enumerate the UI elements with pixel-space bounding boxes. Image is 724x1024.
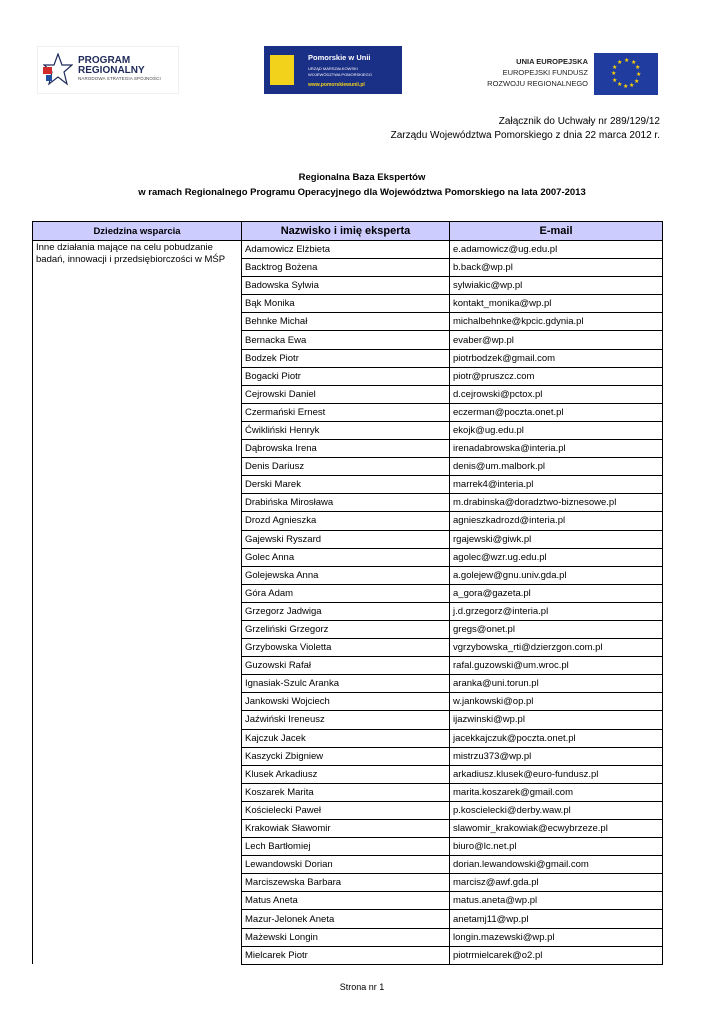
expert-name: Kajczuk Jacek bbox=[242, 729, 450, 747]
expert-email: vgrzybowska_rti@dzierzgon.com.pl bbox=[450, 639, 663, 657]
expert-email: d.cejrowski@pctox.pl bbox=[450, 385, 663, 403]
expert-email: matus.aneta@wp.pl bbox=[450, 892, 663, 910]
expert-name: Grzegorz Jadwiga bbox=[242, 602, 450, 620]
expert-email: m.drabinska@doradztwo-biznesowe.pl bbox=[450, 494, 663, 512]
logo-eu-line2: EUROPEJSKI FUNDUSZ bbox=[502, 68, 588, 77]
eu-flag-icon bbox=[594, 53, 658, 95]
expert-name: Golec Anna bbox=[242, 548, 450, 566]
expert-name: Drabińska Mirosława bbox=[242, 494, 450, 512]
logo-program-line1: PROGRAM bbox=[78, 55, 131, 66]
expert-name: Adamowicz Elżbieta bbox=[242, 241, 450, 259]
expert-email: denis@um.malbork.pl bbox=[450, 458, 663, 476]
svg-text:★: ★ bbox=[611, 70, 617, 77]
expert-name: Koszarek Marita bbox=[242, 783, 450, 801]
expert-name: Grzeliński Grzegorz bbox=[242, 620, 450, 638]
svg-text:★: ★ bbox=[634, 78, 640, 85]
expert-name: Grzybowska Violetta bbox=[242, 639, 450, 657]
page-footer: Strona nr 1 bbox=[339, 982, 385, 992]
expert-name: Backtrog Bożena bbox=[242, 259, 450, 277]
expert-email: a.golejew@gnu.univ.gda.pl bbox=[450, 566, 663, 584]
expert-email: rafal.guzowski@um.wroc.pl bbox=[450, 657, 663, 675]
expert-email: jacekkajczuk@poczta.onet.pl bbox=[450, 729, 663, 747]
expert-email: piotrmielcarek@o2.pl bbox=[450, 946, 663, 964]
expert-name: Drozd Agnieszka bbox=[242, 512, 450, 530]
logo-program-sub: NARODOWA STRATEGIA SPÓJNOŚCI bbox=[78, 76, 161, 81]
expert-name: Mielcarek Piotr bbox=[242, 946, 450, 964]
expert-name: Góra Adam bbox=[242, 584, 450, 602]
expert-email: piotrbodzek@gmail.com bbox=[450, 349, 663, 367]
expert-email: ijazwinski@wp.pl bbox=[450, 711, 663, 729]
expert-name: Bogacki Piotr bbox=[242, 367, 450, 385]
table-header-row bbox=[33, 222, 663, 241]
expert-email: longin.mazewski@wp.pl bbox=[450, 928, 663, 946]
expert-name: Jaźwiński Ireneusz bbox=[242, 711, 450, 729]
expert-email: ekojk@ug.edu.pl bbox=[450, 421, 663, 439]
experts-table bbox=[32, 221, 663, 965]
pomorskie-w-unii-logo bbox=[264, 46, 402, 94]
expert-name: Denis Dariusz bbox=[242, 458, 450, 476]
expert-name: Cejrowski Daniel bbox=[242, 385, 450, 403]
expert-name: Badowska Sylwia bbox=[242, 277, 450, 295]
expert-name: Krakowiak Sławomir bbox=[242, 820, 450, 838]
svg-text:★: ★ bbox=[629, 82, 635, 89]
expert-name: Guzowski Rafał bbox=[242, 657, 450, 675]
expert-name: Kościelecki Paweł bbox=[242, 801, 450, 819]
expert-name: Czermański Ernest bbox=[242, 403, 450, 421]
expert-name: Bernacka Ewa bbox=[242, 331, 450, 349]
svg-text:★: ★ bbox=[636, 71, 642, 78]
header-name: Nazwisko i imię eksperta bbox=[242, 222, 450, 241]
expert-name: Behnke Michał bbox=[242, 313, 450, 331]
area-cell: Inne działania mające na celu pobudzanie badań, innowacji i przedsiębiorczości w MŚP bbox=[33, 241, 242, 965]
expert-email: p.koscielecki@derby.waw.pl bbox=[450, 801, 663, 819]
svg-text:★: ★ bbox=[617, 59, 623, 66]
expert-email: agnieszkadrozd@interia.pl bbox=[450, 512, 663, 530]
expert-name: Klusek Arkadiusz bbox=[242, 765, 450, 783]
expert-email: sylwiakic@wp.pl bbox=[450, 277, 663, 295]
expert-name: Dąbrowska Irena bbox=[242, 440, 450, 458]
expert-email: marita.koszarek@gmail.com bbox=[450, 783, 663, 801]
star-icon bbox=[43, 53, 73, 87]
expert-name: Bąk Monika bbox=[242, 295, 450, 313]
expert-email: e.adamowicz@ug.edu.pl bbox=[450, 241, 663, 259]
expert-email: aranka@uni.torun.pl bbox=[450, 675, 663, 693]
annex-line1: Załącznik do Uchwały nr 289/129/12 bbox=[498, 116, 660, 127]
logo-pomorskie-title: Pomorskie w Unii bbox=[308, 53, 371, 62]
expert-email: kontakt_monika@wp.pl bbox=[450, 295, 663, 313]
table-row bbox=[33, 241, 663, 259]
expert-email: michalbehnke@kpcic.gdynia.pl bbox=[450, 313, 663, 331]
expert-name: Kaszycki Zbigniew bbox=[242, 747, 450, 765]
header-email: E-mail bbox=[450, 222, 663, 241]
eu-logo bbox=[468, 53, 658, 95]
expert-email: w.jankowski@op.pl bbox=[450, 693, 663, 711]
expert-name: Lech Bartłomiej bbox=[242, 838, 450, 856]
expert-email: rgajewski@giwk.pl bbox=[450, 530, 663, 548]
griffin-crest-icon bbox=[270, 55, 294, 85]
svg-text:★: ★ bbox=[612, 77, 618, 84]
expert-name: Bodzek Piotr bbox=[242, 349, 450, 367]
expert-email: irenadabrowska@interia.pl bbox=[450, 440, 663, 458]
expert-name: Mazur-Jelonek Aneta bbox=[242, 910, 450, 928]
expert-name: Mażewski Longin bbox=[242, 928, 450, 946]
expert-email: arkadiusz.klusek@euro-fundusz.pl bbox=[450, 765, 663, 783]
expert-name: Ćwikliński Henryk bbox=[242, 421, 450, 439]
logo-eu-line3: ROZWOJU REGIONALNEGO bbox=[487, 79, 588, 88]
table-body bbox=[33, 241, 663, 965]
expert-email: anetamj11@wp.pl bbox=[450, 910, 663, 928]
expert-email: a_gora@gazeta.pl bbox=[450, 584, 663, 602]
document-subtitle: w ramach Regionalnego Programu Operacyjnego dla Województwa Pomorskiego na lata 2007-2013 bbox=[138, 187, 586, 198]
expert-email: biuro@lc.net.pl bbox=[450, 838, 663, 856]
expert-email: eczerman@poczta.onet.pl bbox=[450, 403, 663, 421]
expert-name: Jankowski Wojciech bbox=[242, 693, 450, 711]
svg-text:★: ★ bbox=[617, 81, 623, 88]
expert-email: piotr@pruszcz.com bbox=[450, 367, 663, 385]
expert-email: marrek4@interia.pl bbox=[450, 476, 663, 494]
document-title: Regionalna Baza Ekspertów bbox=[298, 172, 426, 183]
expert-name: Gajewski Ryszard bbox=[242, 530, 450, 548]
svg-text:★: ★ bbox=[624, 57, 630, 64]
logo-program-line2: REGIONALNY bbox=[78, 65, 145, 76]
expert-email: dorian.lewandowski@gmail.com bbox=[450, 856, 663, 874]
expert-email: marcisz@awf.gda.pl bbox=[450, 874, 663, 892]
svg-text:★: ★ bbox=[635, 64, 641, 71]
expert-email: agolec@wzr.ug.edu.pl bbox=[450, 548, 663, 566]
logo-pomorskie-line2: WOJEWÓDZTWA POMORSKIEGO bbox=[308, 72, 372, 77]
expert-name: Golejewska Anna bbox=[242, 566, 450, 584]
logo-eu-line1: UNIA EUROPEJSKA bbox=[516, 57, 588, 66]
expert-name: Lewandowski Dorian bbox=[242, 856, 450, 874]
expert-email: slawomir_krakowiak@ecwybrzeze.pl bbox=[450, 820, 663, 838]
expert-name: Ignasiak-Szulc Aranka bbox=[242, 675, 450, 693]
expert-name: Marciszewska Barbara bbox=[242, 874, 450, 892]
expert-name: Matus Aneta bbox=[242, 892, 450, 910]
svg-text:★: ★ bbox=[623, 83, 629, 90]
svg-text:★: ★ bbox=[631, 59, 637, 66]
logo-pomorskie-url: www.pomorskiewunii.pl bbox=[308, 82, 365, 88]
svg-text:★: ★ bbox=[612, 64, 618, 71]
expert-email: gregs@onet.pl bbox=[450, 620, 663, 638]
expert-email: evaber@wp.pl bbox=[450, 331, 663, 349]
header-area: Dziedzina wsparcia bbox=[33, 222, 242, 241]
expert-email: b.back@wp.pl bbox=[450, 259, 663, 277]
logo-pomorskie-line1: URZĄD MARSZAŁKOWSKI bbox=[308, 66, 358, 71]
annex-line2: Zarządu Województwa Pomorskiego z dnia 22 marca 2012 r. bbox=[390, 130, 660, 141]
expert-email: mistrzu373@wp.pl bbox=[450, 747, 663, 765]
program-regionalny-logo bbox=[37, 46, 179, 94]
expert-email: j.d.grzegorz@interia.pl bbox=[450, 602, 663, 620]
expert-name: Derski Marek bbox=[242, 476, 450, 494]
